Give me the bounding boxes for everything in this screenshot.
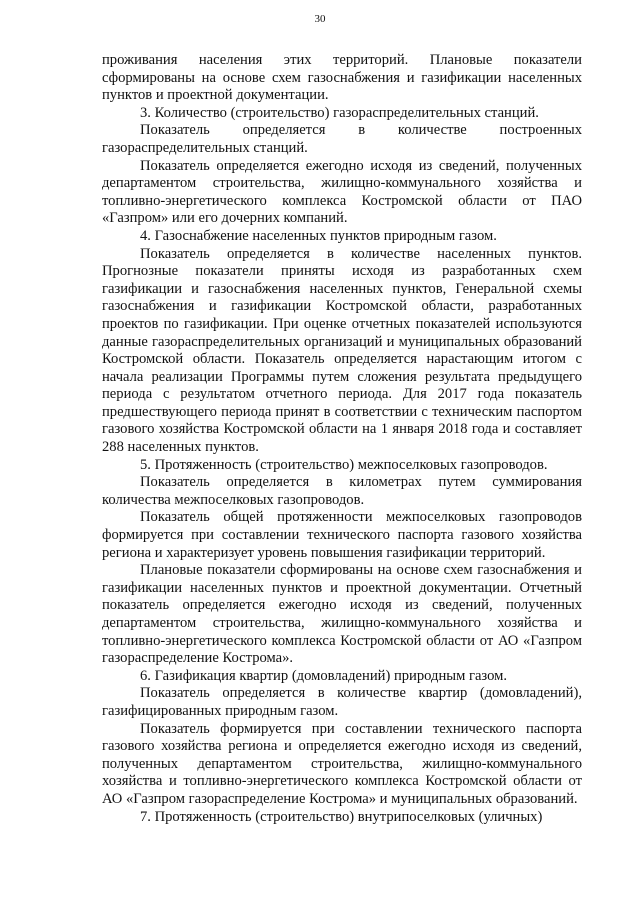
page-number: 30 — [314, 13, 326, 25]
section-heading-7: 7. Протяженность (строительство) внутрипоселковых (уличных) — [140, 808, 543, 825]
section-heading-5: 5. Протяженность (строительство) межпоселковых газопроводов. — [140, 456, 548, 473]
section-heading-4: 4. Газоснабжение населенных пунктов природным газом. — [140, 227, 497, 244]
section-heading-3: 3. Количество (строительство) газораспределительных станций. — [140, 104, 539, 121]
paragraph: Показатель определяется ежегодно исходя из сведений, полученных департаментом строительства, жилищно-коммунального хозяйства и топливно-энергетического комплекса Костромской области от ПАО «Газпром» или его дочерних компаний. — [102, 157, 582, 227]
paragraph: Показатель определяется в количестве квартир (домовладений), газифицированных природным газом. — [102, 685, 582, 719]
paragraph: Показатель общей протяженности межпоселковых газопроводов формируется при составлении технического паспорта газового хозяйства региона и характеризует уровень повышения газификации территорий. — [102, 509, 582, 561]
document-body — [102, 52, 582, 826]
paragraph-continuation: проживания населения этих территорий. Плановые показатели сформированы на основе схем газоснабжения и газификации населенных пунктов и проектной документации. — [102, 52, 582, 104]
paragraph: Показатель определяется в километрах путем суммирования количества межпоселковых газопроводов. — [102, 474, 582, 508]
paragraph: Плановые показатели сформированы на основе схем газоснабжения и газификации населенных пунктов и проектной документации. Отчетный показатель определяется ежегодно исходя из сведений, полученных департаментом строительства, жилищно-коммунального хозяйства и топливно-энергетического комплекса Костромской области от АО «Газпром газораспределение Кострома». — [102, 562, 582, 667]
paragraph: Показатель формируется при составлении технического паспорта газового хозяйства региона и определяется ежегодно исходя из сведений, полученных департаментом строительства, жилищно-коммунального хозяйства и топливно-энергетического комплекса Костромской области от АО «Газпром газораспределение Кострома» и муниципальных образований. — [102, 720, 582, 807]
section-heading-6: 6. Газификация квартир (домовладений) природным газом. — [140, 667, 508, 684]
paragraph: Показатель определяется в количестве населенных пунктов. Прогнозные показатели приняты исходя из разработанных схем газификации и газоснабжения населенных пунктов, Генеральной схемы газоснабжения и газификации Костромской области, разработанных проектов по газификации. При оценке отчетных показателей используются данные газораспределительных организаций и муниципальных образований Костромской области. Показатель определяется нарастающим итогом с начала реализации Программы путем сложения результата предыдущего периода с результатом отчетного периода. Для 2017 года показатель предшествующего периода принят в соответствии с техническим паспортом газового хозяйства Костромской области на 1 января 2018 года и составляет 288 населенных пунктов. — [102, 245, 582, 456]
paragraph: Показатель определяется в количестве построенных газораспределительных станций. — [102, 122, 582, 156]
